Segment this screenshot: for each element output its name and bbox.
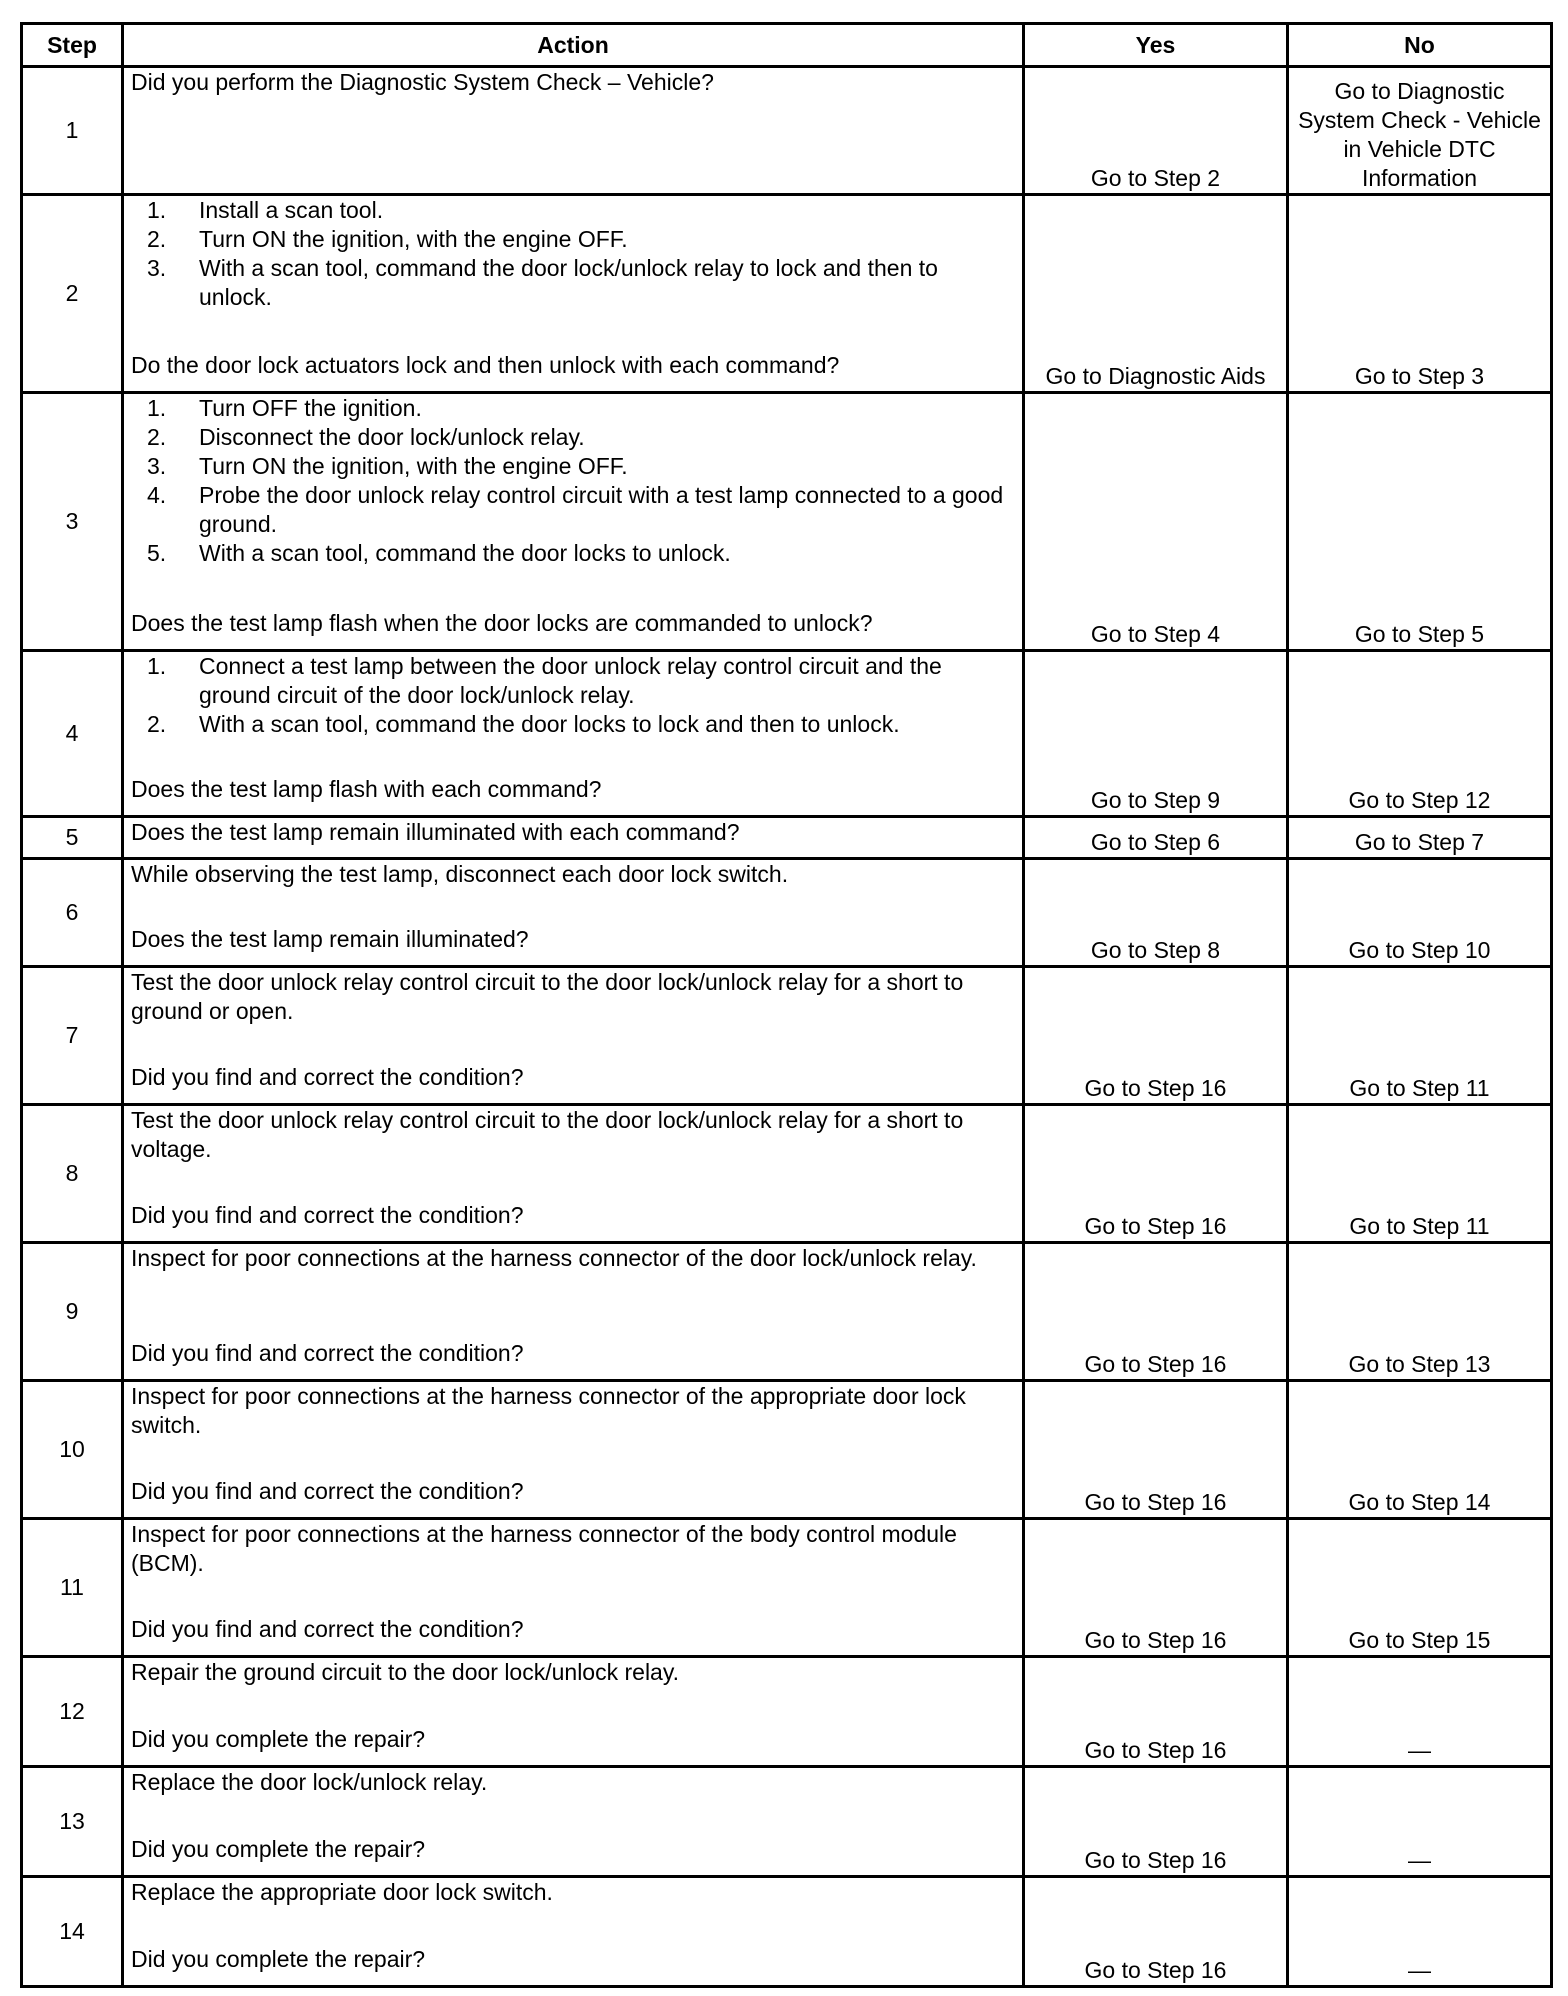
action-top bbox=[131, 1658, 1015, 1687]
no-result: Go to Step 11 bbox=[1288, 967, 1552, 1105]
action-cell bbox=[123, 1381, 1024, 1519]
instruction-number: 3. bbox=[147, 255, 167, 281]
instruction-text: With a scan tool, command the door lock/unlock relay to lock and then to unlock. bbox=[199, 255, 938, 310]
action-question: Did you complete the repair? bbox=[131, 1946, 426, 1972]
no-result: Go to Step 11 bbox=[1288, 1105, 1552, 1243]
action-top bbox=[131, 1768, 1015, 1797]
step-number: 11 bbox=[22, 1519, 123, 1657]
step-number: 4 bbox=[22, 651, 123, 817]
action-question: Does the test lamp flash with each command? bbox=[131, 776, 602, 802]
action-content bbox=[131, 68, 1015, 182]
action-text: While observing the test lamp, disconnect each door lock switch. bbox=[131, 861, 789, 887]
table-row bbox=[22, 1381, 1552, 1519]
action-cell bbox=[123, 195, 1024, 393]
step-number: 2 bbox=[22, 195, 123, 393]
step-number: 3 bbox=[22, 393, 123, 651]
action-top bbox=[131, 196, 1015, 312]
action-text: Did you perform the Diagnostic System Check – Vehicle? bbox=[131, 69, 714, 95]
action-cell bbox=[123, 651, 1024, 817]
table-row bbox=[22, 1767, 1552, 1877]
instruction-number: 1. bbox=[147, 197, 167, 223]
action-content bbox=[131, 652, 1015, 804]
instruction-item bbox=[147, 225, 1015, 254]
header-no: No bbox=[1288, 24, 1552, 67]
action-cell bbox=[123, 67, 1024, 195]
table-row bbox=[22, 393, 1552, 651]
instruction-text: Connect a test lamp between the door unlock relay control circuit and the ground circuit of the door lock/unlock relay. bbox=[199, 653, 942, 708]
step-number: 8 bbox=[22, 1105, 123, 1243]
no-result: Go to Diagnostic System Check - Vehicle in Vehicle DTC Information bbox=[1288, 67, 1552, 195]
action-top bbox=[131, 860, 1015, 889]
action-question: Did you find and correct the condition? bbox=[131, 1616, 524, 1642]
instruction-item bbox=[147, 254, 1015, 312]
action-top bbox=[131, 652, 1015, 739]
yes-result: Go to Step 16 bbox=[1024, 1657, 1288, 1767]
no-result: — bbox=[1288, 1767, 1552, 1877]
no-result: Go to Step 5 bbox=[1288, 393, 1552, 651]
action-text: Inspect for poor connections at the harness connector of the body control module (BCM). bbox=[131, 1521, 957, 1576]
no-result: Go to Step 10 bbox=[1288, 859, 1552, 967]
instruction-list bbox=[131, 394, 1015, 568]
yes-result: Go to Diagnostic Aids bbox=[1024, 195, 1288, 393]
action-cell bbox=[123, 1657, 1024, 1767]
step-number: 9 bbox=[22, 1243, 123, 1381]
action-top bbox=[131, 1878, 1015, 1907]
action-cell bbox=[123, 1767, 1024, 1877]
action-top bbox=[131, 68, 1015, 97]
action-question: Did you find and correct the condition? bbox=[131, 1478, 524, 1504]
table-row bbox=[22, 67, 1552, 195]
no-result: Go to Step 14 bbox=[1288, 1381, 1552, 1519]
yes-result: Go to Step 16 bbox=[1024, 1877, 1288, 1987]
action-cell bbox=[123, 859, 1024, 967]
step-number: 12 bbox=[22, 1657, 123, 1767]
action-content bbox=[131, 968, 1015, 1092]
instruction-text: Disconnect the door lock/unlock relay. bbox=[199, 424, 585, 450]
action-content bbox=[131, 860, 1015, 954]
instruction-item bbox=[147, 652, 1015, 710]
yes-result: Go to Step 16 bbox=[1024, 1519, 1288, 1657]
header-yes: Yes bbox=[1024, 24, 1288, 67]
action-text: Repair the ground circuit to the door lock/unlock relay. bbox=[131, 1659, 680, 1685]
yes-result: Go to Step 6 bbox=[1024, 817, 1288, 859]
instruction-number: 2. bbox=[147, 424, 167, 450]
action-cell bbox=[123, 1243, 1024, 1381]
action-text: Replace the door lock/unlock relay. bbox=[131, 1769, 488, 1795]
yes-result: Go to Step 16 bbox=[1024, 1767, 1288, 1877]
yes-result: Go to Step 2 bbox=[1024, 67, 1288, 195]
action-text: Inspect for poor connections at the harness connector of the door lock/unlock relay. bbox=[131, 1245, 977, 1271]
table-row bbox=[22, 859, 1552, 967]
action-text: Test the door unlock relay control circuit to the door lock/unlock relay for a short to voltage. bbox=[131, 1107, 964, 1162]
table-row bbox=[22, 195, 1552, 393]
action-top bbox=[131, 394, 1015, 568]
action-content bbox=[131, 394, 1015, 638]
instruction-list bbox=[131, 196, 1015, 312]
no-result: — bbox=[1288, 1877, 1552, 1987]
action-question: Does the test lamp flash when the door locks are commanded to unlock? bbox=[131, 610, 873, 636]
no-result: Go to Step 12 bbox=[1288, 651, 1552, 817]
instruction-item bbox=[147, 710, 1015, 739]
header-row bbox=[22, 24, 1552, 67]
instruction-number: 2. bbox=[147, 226, 167, 252]
action-cell bbox=[123, 1105, 1024, 1243]
table-row bbox=[22, 1105, 1552, 1243]
no-result: — bbox=[1288, 1657, 1552, 1767]
instruction-number: 5. bbox=[147, 540, 167, 566]
step-number: 6 bbox=[22, 859, 123, 967]
action-question: Does the test lamp remain illuminated with each command? bbox=[131, 819, 740, 845]
action-question: Did you find and correct the condition? bbox=[131, 1202, 524, 1228]
action-top bbox=[131, 968, 1015, 1026]
instruction-list bbox=[131, 652, 1015, 739]
action-content bbox=[131, 818, 1015, 847]
action-content bbox=[131, 196, 1015, 380]
table-row bbox=[22, 1657, 1552, 1767]
instruction-text: With a scan tool, command the door locks to lock and then to unlock. bbox=[199, 711, 900, 737]
step-number: 7 bbox=[22, 967, 123, 1105]
step-number: 5 bbox=[22, 817, 123, 859]
step-number: 1 bbox=[22, 67, 123, 195]
step-number: 14 bbox=[22, 1877, 123, 1987]
action-cell bbox=[123, 1877, 1024, 1987]
action-content bbox=[131, 1658, 1015, 1754]
instruction-number: 1. bbox=[147, 395, 167, 421]
yes-result: Go to Step 16 bbox=[1024, 1105, 1288, 1243]
no-result: Go to Step 15 bbox=[1288, 1519, 1552, 1657]
instruction-number: 2. bbox=[147, 711, 167, 737]
action-cell bbox=[123, 817, 1024, 859]
yes-result: Go to Step 16 bbox=[1024, 1243, 1288, 1381]
instruction-text: Probe the door unlock relay control circuit with a test lamp connected to a good ground. bbox=[199, 482, 1004, 537]
table-row bbox=[22, 817, 1552, 859]
yes-result: Go to Step 9 bbox=[1024, 651, 1288, 817]
yes-result: Go to Step 8 bbox=[1024, 859, 1288, 967]
action-question: Do the door lock actuators lock and then unlock with each command? bbox=[131, 352, 840, 378]
no-result: Go to Step 3 bbox=[1288, 195, 1552, 393]
header-action: Action bbox=[123, 24, 1024, 67]
table-row bbox=[22, 967, 1552, 1105]
action-question: Did you find and correct the condition? bbox=[131, 1064, 524, 1090]
action-content bbox=[131, 1244, 1015, 1368]
action-top bbox=[131, 1382, 1015, 1440]
instruction-item bbox=[147, 481, 1015, 539]
header-step: Step bbox=[22, 24, 123, 67]
yes-result: Go to Step 16 bbox=[1024, 1381, 1288, 1519]
no-result: Go to Step 7 bbox=[1288, 817, 1552, 859]
table-row bbox=[22, 1877, 1552, 1987]
action-top bbox=[131, 1520, 1015, 1578]
step-number: 10 bbox=[22, 1381, 123, 1519]
action-question: Did you find and correct the condition? bbox=[131, 1340, 524, 1366]
action-question: Did you complete the repair? bbox=[131, 1726, 426, 1752]
instruction-text: Turn ON the ignition, with the engine OFF. bbox=[199, 226, 628, 252]
instruction-number: 4. bbox=[147, 482, 167, 508]
step-number: 13 bbox=[22, 1767, 123, 1877]
instruction-item bbox=[147, 423, 1015, 452]
table-row bbox=[22, 1519, 1552, 1657]
instruction-text: Turn OFF the ignition. bbox=[199, 395, 422, 421]
action-content bbox=[131, 1382, 1015, 1506]
action-content bbox=[131, 1520, 1015, 1644]
instruction-text: Turn ON the ignition, with the engine OFF. bbox=[199, 453, 628, 479]
action-question: Did you complete the repair? bbox=[131, 1836, 426, 1862]
action-text: Inspect for poor connections at the harness connector of the appropriate door lock switch. bbox=[131, 1383, 966, 1438]
instruction-item bbox=[147, 394, 1015, 423]
instruction-item bbox=[147, 452, 1015, 481]
action-content bbox=[131, 1106, 1015, 1230]
action-content bbox=[131, 1878, 1015, 1974]
no-result: Go to Step 13 bbox=[1288, 1243, 1552, 1381]
table-row bbox=[22, 651, 1552, 817]
action-content bbox=[131, 1768, 1015, 1864]
instruction-text: Install a scan tool. bbox=[199, 197, 384, 223]
yes-result: Go to Step 16 bbox=[1024, 967, 1288, 1105]
action-text: Test the door unlock relay control circuit to the door lock/unlock relay for a short to ground or open. bbox=[131, 969, 964, 1024]
table-row bbox=[22, 1243, 1552, 1381]
action-cell bbox=[123, 967, 1024, 1105]
instruction-number: 3. bbox=[147, 453, 167, 479]
action-text: Replace the appropriate door lock switch. bbox=[131, 1879, 553, 1905]
action-cell bbox=[123, 1519, 1024, 1657]
action-question: Does the test lamp remain illuminated? bbox=[131, 926, 529, 952]
action-top bbox=[131, 1244, 1015, 1273]
action-top bbox=[131, 1106, 1015, 1164]
diagnostic-table bbox=[20, 22, 1553, 1988]
instruction-item bbox=[147, 539, 1015, 568]
action-cell bbox=[123, 393, 1024, 651]
instruction-item bbox=[147, 196, 1015, 225]
instruction-text: With a scan tool, command the door locks to unlock. bbox=[199, 540, 731, 566]
yes-result: Go to Step 4 bbox=[1024, 393, 1288, 651]
instruction-number: 1. bbox=[147, 653, 167, 679]
